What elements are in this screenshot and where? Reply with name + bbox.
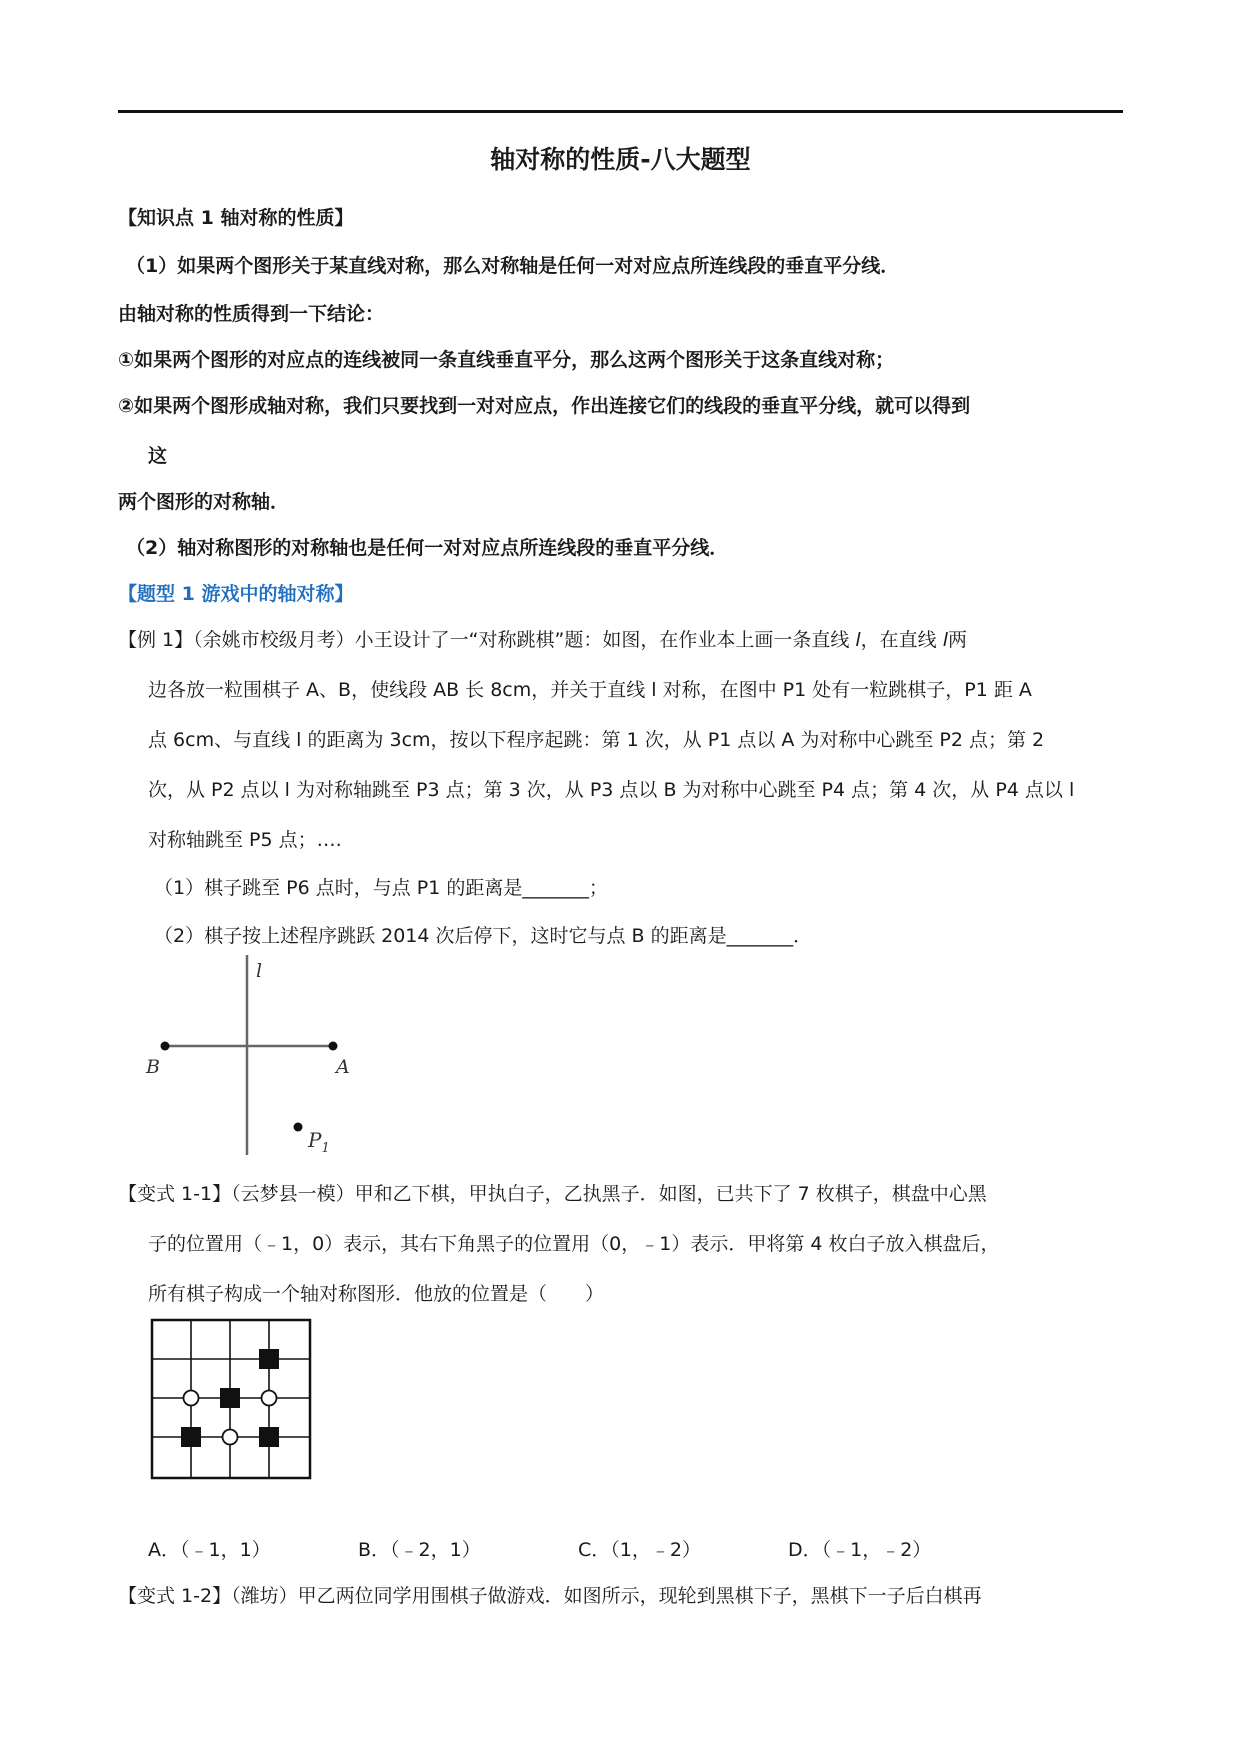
header-rule — [118, 110, 1123, 113]
example1-line1-part-c: ，在直线 — [860, 629, 943, 651]
example1-question2: （2）棋子按上述程序跳跃 2014 次后停下，这时它与点 B 的距离是_______． — [154, 925, 813, 947]
example1-line1-part-e: 两 — [947, 629, 967, 651]
label-p1 — [307, 1128, 330, 1156]
knowledge-p4a: ②如果两个图形成轴对称，我们只要找到一对对应点，作出连接它们的线段的垂直平分线，就可以得到 — [118, 395, 971, 417]
variant11-line2: 子的位置用（﹣1，0）表示，其右下角黑子的位置用（0，﹣1）表示．甲将第 4 枚白子放入棋盘后， — [148, 1233, 1000, 1255]
variant11-line3: 所有棋子构成一个轴对称图形．他放的位置是（ ） — [148, 1283, 605, 1305]
variant12-line1: 【变式 1-2】（潍坊）甲乙两位同学用围棋子做游戏．如图所示，现轮到黑棋下子，黑棋下一子后白棋再 — [118, 1585, 982, 1607]
label-p1-main: P — [308, 1128, 322, 1152]
example1-line1-part-d: l — [942, 629, 948, 651]
knowledge-p6: （2）轴对称图形的对称轴也是任何一对对应点所连线段的垂直平分线． — [126, 537, 729, 559]
point-p1 — [294, 1123, 303, 1132]
black-stone — [259, 1349, 279, 1369]
knowledge-heading: 【知识点 1 轴对称的性质】 — [118, 207, 354, 229]
knowledge-p5: 两个图形的对称轴． — [118, 491, 290, 513]
variant11-line1: 【变式 1-1】（云梦县一模）甲和乙下棋，甲执白子，乙执黑子．如图，已共下了 7 枚棋子，棋盘中心黑 — [118, 1183, 987, 1205]
example1-question1: （1）棋子跳至 P6 点时，与点 P1 的距离是_______； — [154, 877, 608, 899]
label-l: l — [256, 960, 263, 982]
knowledge-p3: ①如果两个图形的对应点的连线被同一条直线垂直平分，那么这两个图形关于这条直线对称； — [118, 349, 895, 371]
example1-line5: 对称轴跳至 P5 点；…. — [148, 829, 342, 851]
example1-line1-part-a: 【例 1】（余姚市校级月考）小王设计了一“对称跳棋”题：如图，在作业本上画一条直线 — [118, 629, 856, 651]
example1-line4: 次，从 P2 点以 l 为对称轴跳至 P3 点；第 3 次，从 P3 点以 B 为对称中心跳至 P4 点；第 4 次，从 P4 点以 l — [148, 779, 1075, 801]
knowledge-p1: （1）如果两个图形关于某直线对称，那么对称轴是任何一对对应点所连线段的垂直平分线． — [126, 255, 900, 277]
example1-figure — [140, 955, 380, 1160]
label-p1-sub: 1 — [321, 1141, 330, 1156]
choice-d: D．（﹣1，﹣2） — [788, 1539, 932, 1561]
point-b — [161, 1042, 170, 1051]
white-stone — [223, 1430, 238, 1445]
black-stone — [181, 1427, 201, 1447]
knowledge-p4b: 这 — [148, 445, 168, 467]
example1-line2: 边各放一粒围棋子 A、B，使线段 AB 长 8cm，并关于直线 l 对称，在图中 P1 处有一粒跳棋子，P1 距 A — [148, 679, 1032, 701]
example1-line3: 点 6cm、与直线 l 的距离为 3cm，按以下程序起跳：第 1 次，从 P1 点以 A 为对称中心跳至 P2 点；第 2 — [148, 729, 1045, 751]
choice-c: C．（1，﹣2） — [578, 1539, 701, 1561]
white-stone — [262, 1391, 277, 1406]
knowledge-p2: 由轴对称的性质得到一下结论： — [118, 303, 385, 325]
black-stone — [259, 1427, 279, 1447]
example1-line1-part-b: l — [855, 629, 861, 651]
label-b: B — [146, 1056, 160, 1078]
white-stone — [184, 1391, 199, 1406]
point-a — [329, 1042, 338, 1051]
go-board-figure — [150, 1318, 314, 1482]
type1-heading: 【题型 1 游戏中的轴对称】 — [118, 583, 354, 605]
choice-a: A．（﹣1，1） — [148, 1539, 271, 1561]
example1-line1 — [118, 627, 967, 653]
label-a: A — [336, 1056, 350, 1078]
choice-b: B．（﹣2，1） — [358, 1539, 481, 1561]
page-title: 轴对称的性质-八大题型 — [490, 145, 751, 174]
black-stone — [220, 1388, 240, 1408]
